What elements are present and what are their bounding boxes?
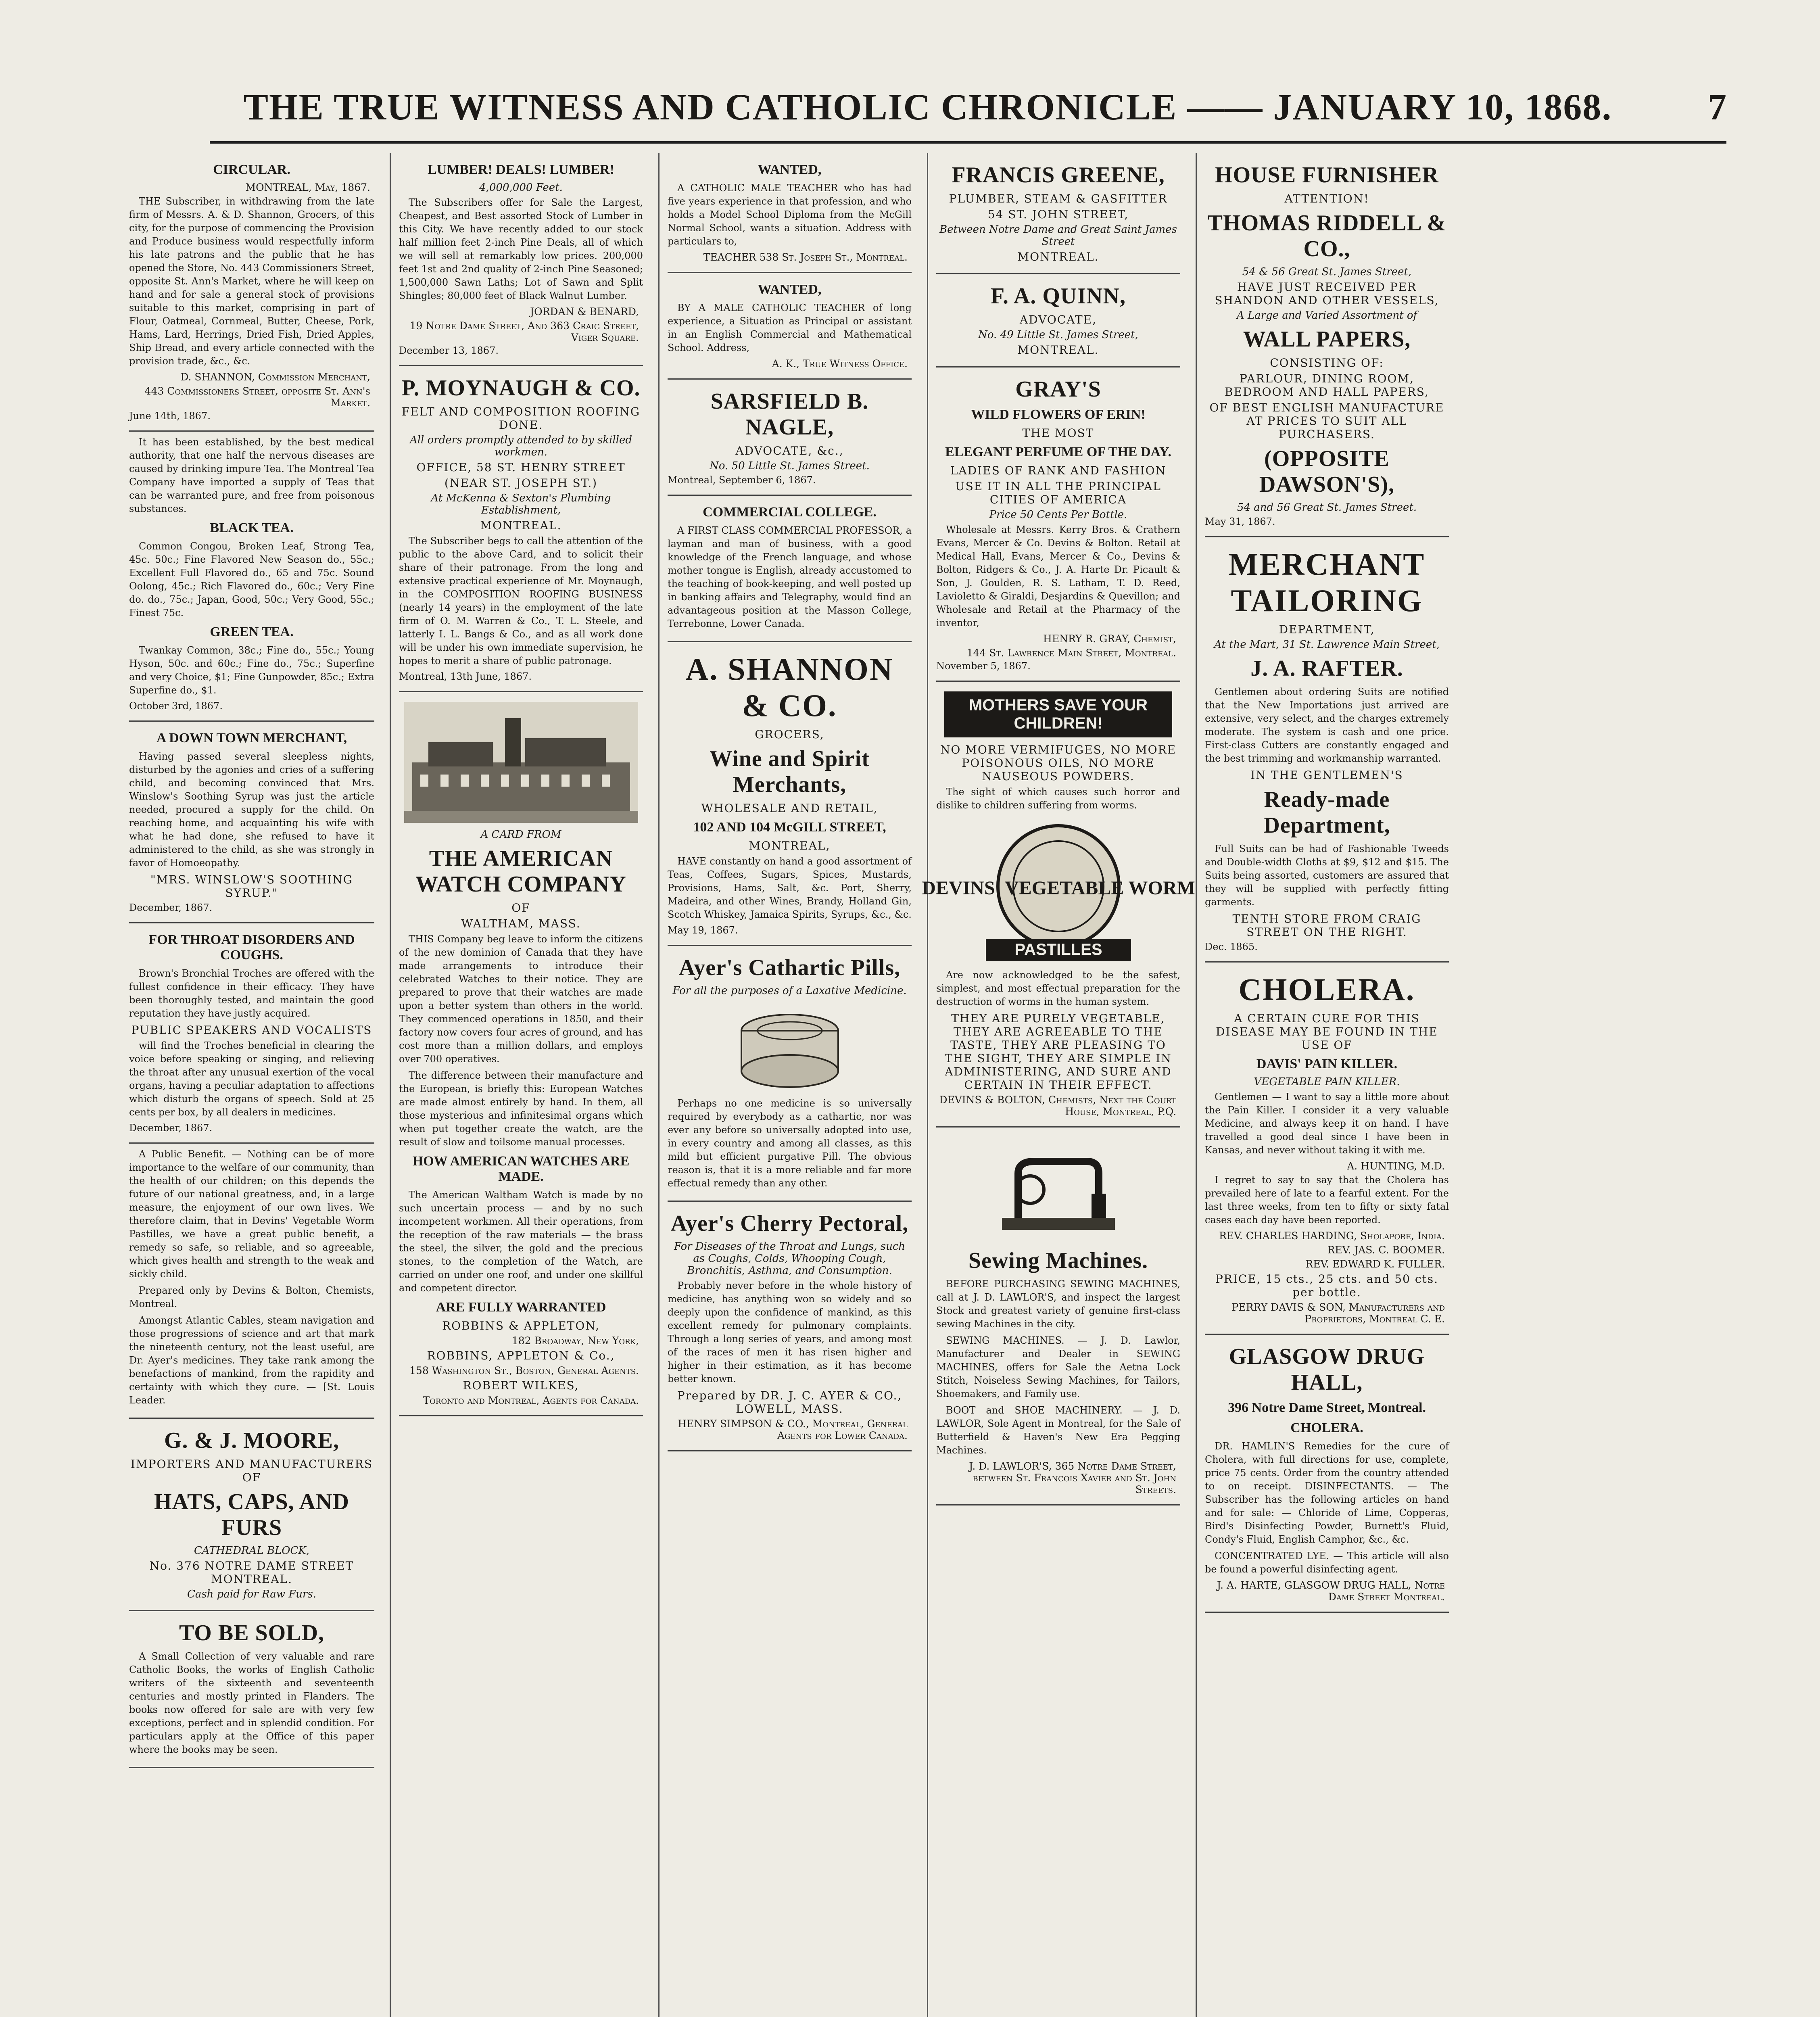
ad-heading: GLASGOW DRUG HALL, [1229,1344,1425,1395]
ad-body: I regret to say to say that the Cholera has prevailed here of late to a fearful extent. For the last three weeks, from ten to fifty or sixty fatal cases each day have been reported. [1205,1174,1449,1226]
ad-address: 19 Notre Dame Street, And 363 Craig Street, Viger Square. [409,320,639,343]
ad-heading: F. A. QUINN, [990,284,1126,309]
ad-signature: REV. EDWARD K. FULLER. [1305,1258,1445,1270]
ad-address: WALTHAM, MASS. [461,917,581,930]
ayer-pills-ad [668,946,912,1202]
ad-subheading: PLUMBER, STEAM & GASFITTER [949,192,1168,205]
ad-address: At the Mart, 31 St. Lawrence Main Street, [1214,639,1440,651]
ad-heading: Sewing Machines. [968,1248,1148,1273]
ad-body: BOOT and SHOE MACHINERY. — J. D. LAWLOR, Sole Agent in Montreal, for the Sale of Butterfield & Haven's New Era Pegging Machines. [936,1405,1180,1456]
ad-address: CATHEDRAL BLOCK, [194,1545,310,1557]
ad-signature: D. SHANNON, Commission Merchant, [180,371,370,383]
ad-address: MONTREAL. [480,519,562,532]
ad-heading: FOR THROAT DISORDERS AND COUGHS. [148,932,355,963]
column-2 [390,153,651,2017]
ad-address: 54 and 56 Great St. James Street. [1237,501,1417,514]
ad-subheading: IMPORTERS AND MANUFACTURERS OF [130,1457,373,1484]
ad-heading: WANTED, [758,162,822,177]
riddell-ad [1205,153,1449,537]
ad-heading: Ayer's Cherry Pectoral, [670,1211,909,1236]
ad-subheading: A Large and Varied Assortment of [1236,309,1417,322]
ad-date: May 31, 1867. [1205,516,1275,527]
ad-price: PRICE, 15 cts., 25 cts. and 50 cts. per bottle. [1215,1272,1439,1299]
ad-body: HAVE constantly on hand a good assortment of Teas, Coffees, Sugars, Spices, Mustards, Provisions, Hams, Salt, &c. Port, Sherry, Madeira, and other Wines, Brandy, Holland Gin, Scotch Whiskey, Jamaica Spirits, Syrups, &c., &c. [668,856,912,920]
ad-date: Dec. 1865. [1205,941,1258,952]
ad-note: Cash paid for Raw Furs. [187,1588,317,1600]
ad-signature: JORDAN & BENARD, [530,306,639,317]
ad-date: MONTREAL, May, 1867. [245,182,370,193]
ad-subheading: HOW AMERICAN WATCHES ARE MADE. [412,1154,630,1184]
ad-address: 443 Commissioners Street, opposite St. Ann's Market. [144,385,370,409]
ad-body: SEWING MACHINES. — J. D. Lawlor, Manufacturer and Dealer in SEWING MACHINES, offers for Sale the Aetna Lock Stitch, Noiseless Sewing Machines, for Tailors, Shoemakers, and Family use. [936,1335,1180,1399]
ad-body: A FIRST CLASS COMMERCIAL PROFESSOR, a layman and man of business, with a good knowledge of the French language, and whose mother tongue is English, already accustomed to the teaching of book-keeping, and well posted up in banking affairs and Telegraphy, would find an advantageous position at the Masson College, Terrebonne, Lower Canada. [668,525,912,629]
ad-body: THIS Company beg leave to inform the citizens of the new dominion of Canada that they have made arrangements to introduce their celebrated Watches to their notice. They are prepared to prove that their watches are made upon a better system than others in the world. They commenced operations in 1850, and their factory now covers four acres of ground, and has cost more than a million dollars, and employs over 700 operatives. [399,933,643,1065]
ad-subheading: OF [511,901,530,915]
ad-body: Prepared only by Devins & Bolton, Chemists, Montreal. [129,1285,374,1309]
ad-address: At McKenna & Sexton's Plumbing Establishment, [431,492,611,516]
ad-heading: LUMBER! DEALS! LUMBER! [428,162,614,177]
ad-address: MONTREAL. [1017,250,1099,263]
ad-heading: Wine and Spirit Merchants, [710,746,870,797]
greene-ad [936,153,1180,274]
ad-heading: FRANCIS GREENE, [952,163,1165,188]
column-5 [1196,153,1457,2017]
column-1 [121,153,382,2017]
ad-price: Price 50 Cents Per Bottle. [989,509,1127,521]
ad-subheading: PARLOUR, DINING ROOM, BEDROOM AND HALL PAPERS, [1225,372,1429,399]
sewing-ad [936,1128,1180,1505]
ad-body: Amongst Atlantic Cables, steam navigation and those progressions of science and art that mark the nineteenth century, not the least useful, are Dr. Ayer's medicines. They take rank among the benefactions of mankind, from the rapidity and certainty with which they cure. — [St. Louis Leader. [129,1315,374,1406]
ad-subheading: A CERTAIN CURE FOR THIS DISEASE MAY BE FOUND IN THE USE OF [1216,1012,1438,1052]
ad-signature: J. D. LAWLOR'S, 365 Notre Dame Street, between St. Francois Xavier and St. John Streets. [969,1460,1176,1495]
pill-box-engraving [729,1002,850,1091]
ad-subheading: FELT AND COMPOSITION ROOFING DONE. [401,405,641,432]
ad-address: 54 ST. JOHN STREET, [987,208,1129,221]
ad-body: BEFORE PURCHASING SEWING MACHINES, call at J. D. LAWLOR'S, and inspect the largest Stock and greatest variety of genuine first-class sewing Machines in the city. [936,1278,1180,1330]
ad-body: Gentlemen — I want to say a little more about the Pain Killer. I consider it a very valuable Medicine, and always keep it on hand. I have travelled a good deal since I have been in Kansas, and never without taking it with me. [1205,1091,1449,1156]
ad-date: December, 1867. [129,1122,213,1134]
ad-address: 182 Broadway, New York, [511,1335,639,1347]
ad-heading: GRAY'S [1015,377,1101,402]
ad-address: MONTREAL. [1017,343,1099,357]
wanted-situation-ad [668,273,912,380]
ad-subheading: ADVOCATE, [1020,313,1097,326]
ad-heading: SARSFIELD B. NAGLE, [710,389,869,440]
ad-subheading: CONSISTING OF: [1270,356,1384,370]
wanted-teacher-ad [668,153,912,273]
ad-subheading: ELEGANT PERFUME OF THE DAY. [945,445,1171,459]
newspaper-title: THE TRUE WITNESS AND CATHOLIC CHRONICLE —— JANUARY 10, 1868. [243,86,1612,127]
ad-body: A CATHOLIC MALE TEACHER who has had five years experience in that profession, and who holds a Model School Diploma from the McGill Normal School, wants a situation. Address with particulars to, [668,182,912,247]
ad-body: Wholesale at Messrs. Kerry Bros. & Crathern Evans, Mercer & Co. Devins & Bolton. Retail at Medical Hall, Evans, Mercer & Co., Devins & Bolton, Ridgers & Co., J. A. Harte Dr. Picault & Son, J. Goulden, R. S. Latham, T. D. Reed, Lavioletto & Giraldi, Desjardins & Quevillon; and Wholesale and Retail at the Pharmacy of the inventor, [936,524,1180,628]
benefit-ad [129,1144,374,1419]
cholera-ad [1205,963,1449,1335]
ad-subheading: OF BEST ENGLISH MANUFACTURE AT PRICES TO SUIT ALL PURCHASERS. [1209,401,1444,441]
grays-ad [936,367,1180,682]
ad-body: Probably never before in the whole history of medicine, has anything won so widely and so deeply upon the confidence of mankind, as this excellent remedy for pulmonary complaints. Through a long series of years, and among most of the races of men it has risen higher and higher in their estimation, as it has become better known. [668,1280,912,1384]
moynaugh-ad [399,366,643,692]
ad-address: Between Notre Dame and Great Saint James Street [939,223,1177,248]
ad-date: October 3rd, 1867. [129,700,223,712]
ad-date: December, 1867. [129,902,213,913]
ad-subheading: USE IT IN ALL THE PRINCIPAL CITIES OF AMERICA [955,480,1161,506]
ad-subheading: BLACK TEA. [210,520,294,535]
college-ad [668,496,912,642]
ad-signature: A. K., True Witness Office. [772,358,908,370]
ad-signature: ROBBINS & APPLETON, [442,1319,600,1332]
ad-heading: CHOLERA. [1238,972,1415,1007]
tea-ad [129,432,374,722]
ad-date: May 19, 1867. [668,925,738,936]
ad-heading: DAVIS' PAIN KILLER. [1256,1057,1398,1071]
ad-subheading: ATTENTION! [1284,192,1369,205]
ad-subheading: For Diseases of the Throat and Lungs, such as Coughs, Colds, Whooping Cough, Bronchitis, Asthma, and Consumption. [674,1240,906,1277]
ad-body: Common Congou, Broken Leaf, Strong Tea, 45c. 50c.; Fine Flavored New Season do., 55c.; Excellent Full Flavored do., 65 and 75c. Sound Oolong, 45c.; Rich Flavored do., 60c.; Very Fine do. do., 75c.; Japan, Good, 50c.; Very Good, 55c.; Finest 75c. [129,541,374,618]
ad-body: The American Waltham Watch is made by no such uncertain process — and by no such incompetent workmen. All their operations, from the reception of the raw materials — the brass the steel, the silver, the gold and the precious stones, to the completion of the Watch, are carried on under one roof, and under one skillful and competent director. [399,1189,643,1294]
ad-body: Twankay Common, 38c.; Fine do., 55c.; Young Hyson, 50c. and 60c.; Fine do., 75c.; Superfine and very Choice, $1; Fine Gunpowder, 85c.; Extra Superfine do., $1. [129,645,374,696]
tailoring-ad [1205,537,1449,963]
ad-body: A Small Collection of very valuable and rare Catholic Books, the works of English Catholic writers of the sixteenth and seventeenth centuries and mostly printed in Flanders. The books now offered for sale are with very few exceptions, perfect and in splendid condition. For particulars apply at the Office of this paper where the books may be seen. [129,1651,374,1755]
ad-body: It has been established, by the best medical authority, that one half the nervous diseases are caused by drinking impure Tea. The Montreal Tea Company have imported a supply of Teas that can be warranted pure, and free from poisonous substances. [129,436,374,514]
ad-address: 158 Washington St., Boston, General Agents. [409,1365,639,1376]
ad-subheading: For all the purposes of a Laxative Medicine. [672,985,907,997]
ad-address: 396 Notre Dame Street, Montreal. [1228,1400,1426,1415]
ad-heading: THOMAS RIDDELL & CO., [1207,211,1446,261]
ad-address: 54 & 56 Great St. James Street, [1242,266,1412,278]
ad-date: Montreal, 13th June, 1867. [399,671,532,682]
ad-body: DR. HAMLIN'S Remedies for the cure of Cholera, with full directions for use, complete, price 75 cents. Order from the country attended to on receipt. DISINFECTANTS. — The Subscriber has the following articles on hand and for sale: — Chloride of Lime, Copperas, Bird's Disinfecting Powder, Burnett's Fluid, Condy's Fluid, English Camphor, &c., &c. [1205,1441,1449,1545]
ad-subheading: NO MORE VERMIFUGES, NO MORE POISONOUS OILS, NO MORE NAUSEOUS POWDERS. [940,743,1177,783]
ad-body: THE Subscriber, in withdrawing from the late firm of Messrs. A. & D. Shannon, Grocers, of this city, for the purpose of commencing the Provision and Produce business would respectfully inform his late patrons and the public that he has opened the Store, No. 443 Commissioners Street, opposite St. Ann's Market, where he will keep on hand and for sale a general stock of provisions suitable to this market, comprising in part of Flour, Oatmeal, Cornmeal, Butter, Cheese, Pork, Hams, Lard, Herrings, Dried Fish, Dried Apples, Ship Bread, and every article connected with the provision trade, &c., &c. [129,196,374,367]
merchant-ad [129,722,374,923]
ad-subheading: WHOLESALE AND RETAIL, [701,802,878,815]
ad-heading: WANTED, [758,282,822,297]
ad-signature: ROBBINS, APPLETON & Co., [427,1349,615,1362]
ad-heading: CIRCULAR. [213,162,290,177]
ad-address: 102 AND 104 McGILL STREET, [693,820,886,835]
ad-heading: HOUSE FURNISHER [1215,163,1439,188]
quinn-ad [936,274,1180,367]
ad-heading: P. MOYNAUGH & CO. [401,376,641,401]
nagle-ad [668,380,912,496]
pastilles-label: PASTILLES [1014,941,1102,958]
ad-body: A Public Benefit. — Nothing can be of more importance to the welfare of our community, than the health of our children; on this depends the future of our national greatness, and, in a large measure, the enjoyment of our own lives. We therefore claim, that in Devins' Vegetable Worm Pastilles, we have a great public benefit, a remedy so safe, so reliable, and so agreeable, which gives health and strength to the weak and sickly child. [129,1148,374,1280]
circular-ad [129,153,374,432]
ad-body: Are now acknowledged to be the safest, simplest, and most effectual preparation for the destruction of worms in the human system. [936,969,1180,1007]
ad-subheading: LADIES OF RANK AND FASHION [950,464,1167,477]
ad-signature: ROBERT WILKES, [463,1379,579,1392]
ad-subheading: WILD FLOWERS OF ERIN! [971,407,1146,422]
ad-heading: A. SHANNON & CO. [685,651,894,723]
ad-signature: Prepared by DR. J. C. AYER & CO., LOWELL, MASS. [677,1389,902,1416]
ad-signature: DEVINS & BOLTON, Chemists, Next the Court House, Montreal, P.Q. [939,1094,1176,1117]
ad-address: OFFICE, 58 ST. HENRY STREET [416,461,626,474]
ad-address: TENTH STORE FROM CRAIG STREET ON THE RIGHT. [1232,912,1421,939]
ad-heading: J. A. RAFTER. [1250,656,1403,681]
ad-body: CONCENTRATED LYE. — This article will also be found a powerful disinfecting agent. [1205,1550,1449,1575]
column-3 [658,153,920,2017]
ad-subheading: CHOLERA. [1290,1420,1363,1435]
ad-heading: WALL PAPERS, [1243,327,1411,352]
lumber-ad [399,153,643,366]
ad-body: The sight of which causes such horror and dislike to children suffering from worms. [936,786,1180,811]
watch-ad [399,692,643,1416]
ad-heading: Ayer's Cathartic Pills, [678,955,901,980]
ad-signature: HENRY SIMPSON & CO., Montreal, General Agents for Lower Canada. [678,1418,908,1441]
column-4 [921,153,1195,2017]
ad-heading: G. & J. MOORE, [164,1428,339,1453]
ad-date: June 14th, 1867. [129,410,211,422]
ad-subheading: PUBLIC SPEAKERS AND VOCALISTS [131,1023,372,1037]
ad-body: Perhaps no one medicine is so universally required by everybody as a cathartic, nor was ever any before so universally adopted into use, in every country and among all classes, as this mild but efficient purgative Pill. The obvious reason is, that it is a more reliable and far more effectual remedy than any other. [668,1098,912,1189]
ad-address: No. 50 Little St. James Street. [710,460,870,472]
ad-heading: A DOWN TOWN MERCHANT, [156,731,347,745]
ad-body: Full Suits can be had of Fashionable Tweeds and Double-width Cloths at $9, $12 and $15. The Suits being assorted, customers are assured that they will be supplied with perfectly fitting garments. [1205,843,1449,908]
ad-address: Toronto and Montreal, Agents for Canada. [423,1395,639,1406]
ad-signature: A. HUNTING, M.D. [1347,1160,1445,1172]
ad-heading: HATS, CAPS, AND FURS [154,1489,349,1540]
ad-address: MONTREAL, [749,839,831,852]
ad-subheading: THE MOST [1022,426,1094,440]
ad-date: November 5, 1867. [936,660,1031,672]
ad-body: The difference between their manufacture and the European, is briefly this: European Watches are made almost entirely by hand. In them, all those mysterious and infinitesimal organs which when put together create the watch, are the result of slow and toilsome manual processes. [399,1070,643,1148]
ad-subheading: IN THE GENTLEMEN'S [1250,768,1403,782]
mothers-banner: MOTHERS SAVE YOUR CHILDREN! [944,691,1172,737]
ad-date: Montreal, September 6, 1867. [668,474,816,486]
ad-note: All orders promptly attended to by skilled workmen. [409,434,632,458]
ad-subheading: 4,000,000 Feet. [479,182,563,194]
troches-ad [129,923,374,1144]
ad-heading: MERCHANT TAILORING [1228,547,1426,618]
cherry-pectoral-ad [668,1202,912,1451]
ad-subheading: THEY ARE PURELY VEGETABLE, THEY ARE AGREEABLE TO THE TASTE, THEY ARE PLEASING TO THE SIGHT, THEY ARE SIMPLE IN ADMINISTERING, AND SURE AND CERTAIN IN THEIR EFFECT. [945,1012,1172,1092]
worm-badge-label: DEVINS' VEGETABLE WORM [921,877,1195,899]
ad-signature: PERRY DAVIS & SON, Manufacturers and Proprietors, Montreal C. E. [1231,1301,1445,1325]
ad-body: The Subscriber begs to call the attention of the public to the above Card, and to solicit their share of their patronage. From the long and extensive practical experience of Mr. Moynaugh, in the COMPOSITION ROOFING BUSINESS (nearly 14 years) in the employment of the late firm of O. M. Warren & Co., T. L. Steele, and latterly I. L. Bangs & Co., and as all work done will be under his own immediate supervision, he hopes to merit a share of public patronage. [399,535,643,666]
ad-heading: TO BE SOLD, [179,1620,325,1645]
ad-address: 144 St. Lawrence Main Street, Montreal. [966,647,1176,659]
factory-engraving [404,702,638,823]
ad-subheading: GREEN TEA. [210,624,294,639]
ad-heading: (OPPOSITE DAWSON'S), [1259,446,1395,497]
ad-subheading: GROCERS, [755,728,824,741]
ad-body: Gentlemen about ordering Suits are notified that the New Importations just arrived are extensive, very select, and the charges extremely moderate. The system is cash and one price. First-class Cutters are constantly engaged and the best trimming and workmanship warranted. [1205,686,1449,764]
ad-signature: J. A. HARTE, GLASGOW DRUG HALL, Notre Dame Street Montreal. [1217,1579,1445,1603]
ad-body: The Subscribers offer for Sale the Largest, Cheapest, and Best assorted Stock of Lumber in this City. We have recently added to our stock half million feet 2-inch Pine Deals, all of which we will sell at remarkably low prices. 200,000 feet 1st and 2nd quality of 2-inch Pine Seasoned; 1,500,000 Sawn Laths; Lot of Sawn and Split Shingles; 80,000 feet of Black Walnut Lumber. [399,197,643,301]
shannon-ad [668,642,912,946]
ad-signature: REV. CHARLES HARDING, Sholapore, India. [1219,1230,1445,1242]
ad-subheading: HAVE JUST RECEIVED PER SHANDON AND OTHER VESSELS, [1215,280,1439,307]
ad-body: will find the Troches beneficial in clearing the voice before speaking or singing, and relieving the throat after any unusual exertion of the vocal organs, having a peculiar adaptation to affections which disturb the organs of speech. Sold at 25 cents per box, by all dealers in medicines. [129,1040,374,1118]
ad-signature: HENRY R. GRAY, Chemist, [1043,633,1176,645]
ad-address: (NEAR ST. JOSEPH ST.) [444,476,598,490]
ad-subheading: ARE FULLY WARRANTED [436,1300,606,1315]
ad-signature: REV. JAS. C. BOOMER. [1327,1244,1445,1256]
ad-address: No. 49 Little St. James Street, [978,329,1138,341]
worm-pastilles-ad [921,682,1195,1128]
ad-heading: COMMERCIAL COLLEGE. [703,505,877,520]
worm-badge-icon [921,818,1195,963]
columns [121,153,1726,2017]
ad-subheading: VEGETABLE PAIN KILLER. [1254,1076,1400,1088]
ad-body: Having passed several sleepless nights, disturbed by the agonies and cries of a suffering child, and becoming convinced that Mrs. Winslow's Soothing Syrup was just the article needed, procured a supply for the child. On reaching home, and acquainting his wife with what he had done, she refused to have it administered to the child, as she was strongly in favor of Homoeopathy. [129,751,374,869]
ad-heading: Ready-made Department, [1263,787,1390,838]
ad-address: No. 376 NOTRE DAME STREET MONTREAL. [149,1559,354,1586]
sewing-machine-engraving [986,1137,1131,1242]
masthead [210,81,1726,144]
ad-quote: "MRS. WINSLOW'S SOOTHING SYRUP." [150,873,353,900]
ad-date: December 13, 1867. [399,345,499,356]
moore-ad [129,1419,374,1611]
ad-heading: THE AMERICAN WATCH COMPANY [415,846,626,897]
ad-subheading: DEPARTMENT, [1279,623,1375,636]
page-number: 7 [1708,86,1726,127]
ad-body: BY A MALE CATHOLIC TEACHER of long experience, a Situation as Principal or assistant in an English Commercial and Mathematical School. Address, [668,302,912,353]
ad-subheading: A CARD FROM [480,829,561,841]
glasgow-ad [1205,1335,1449,1613]
ad-body: Brown's Bronchial Troches are offered with the fullest confidence in their efficacy. They have been thoroughly tested, and maintain the good reputation they have justly acquired. [129,968,374,1019]
books-ad [129,1611,374,1768]
ad-subheading: ADVOCATE, &c., [735,444,844,457]
ad-signature: TEACHER 538 St. Joseph St., Montreal. [703,251,908,263]
